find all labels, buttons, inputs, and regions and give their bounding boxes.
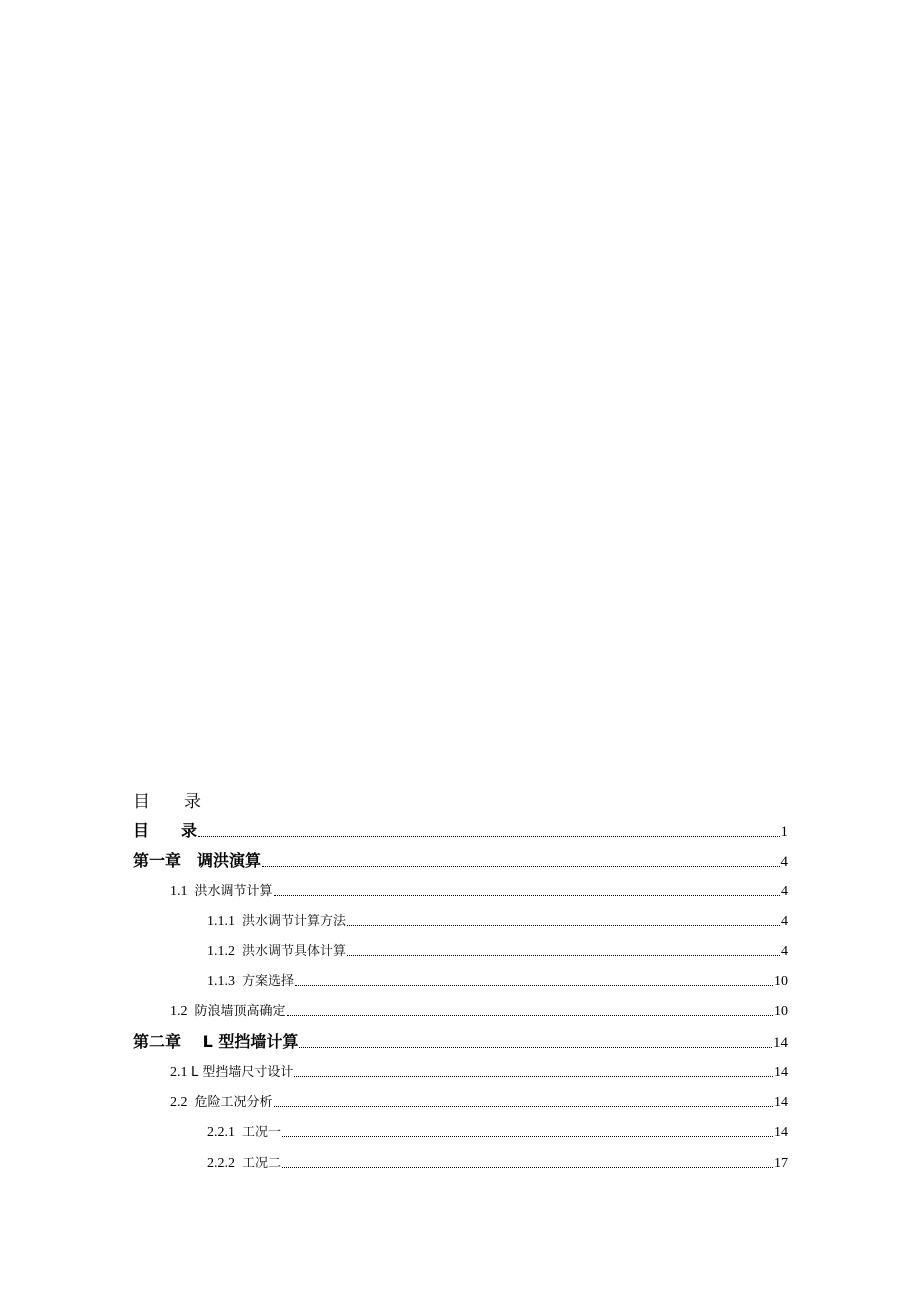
toc-entry-page: 14 [773, 1035, 788, 1051]
toc-entry-title: L 型挡墙尺寸设计 [191, 1065, 294, 1080]
toc-entry[interactable] [170, 880, 788, 900]
toc-entry-title: 工况一 [242, 1125, 282, 1140]
dot-leader [295, 985, 773, 986]
dot-leader [294, 1076, 773, 1077]
toc-entry-title: 洪水调节计算方法 [242, 914, 347, 929]
toc-entry-page: 4 [781, 944, 788, 959]
dot-leader [347, 925, 780, 926]
toc-entry-number: 1.1 [170, 884, 195, 899]
toc-entry[interactable] [170, 1061, 788, 1081]
toc-entry-number: 1.1.3 [207, 974, 242, 989]
toc-entry-page: 10 [774, 1004, 788, 1019]
toc-entry-number: 1.1.1 [207, 914, 242, 929]
toc-entry-page: 14 [774, 1095, 788, 1110]
dot-leader [282, 1167, 773, 1168]
toc-heading: 目 录 [133, 792, 201, 812]
toc-entry[interactable] [207, 970, 788, 990]
dot-leader [287, 1015, 773, 1016]
toc-entry[interactable] [207, 1121, 788, 1141]
dot-leader [282, 1136, 773, 1137]
toc-entry-page: 4 [781, 914, 788, 929]
toc-entry[interactable] [170, 1091, 788, 1111]
dot-leader [274, 895, 780, 896]
toc-entry-title: 洪水调节具体计算 [242, 944, 347, 959]
toc-entry[interactable] [133, 848, 788, 871]
toc-entry-page: 4 [780, 854, 788, 870]
toc-entry-title: 洪水调节计算 [194, 884, 273, 899]
toc-entry[interactable] [170, 1000, 788, 1020]
toc-entry-title: 第一章 调洪演算 [133, 851, 262, 870]
toc-entry[interactable] [133, 1029, 788, 1052]
dot-leader [198, 836, 779, 837]
toc-entry-number: 2.2.2 [207, 1156, 242, 1171]
toc-entry-number: 2.2 [170, 1095, 195, 1110]
toc-entry-title: 第二章 L 型挡墙计算 [133, 1032, 299, 1051]
toc-entry-number: 1.2 [170, 1004, 195, 1019]
toc-entry[interactable] [133, 818, 788, 841]
toc-entry-number: 2.1 [170, 1065, 191, 1080]
toc-entry-title: 目 录 [133, 821, 198, 840]
toc-entry-title: 方案选择 [242, 974, 295, 989]
toc-entry-number: 1.1.2 [207, 944, 242, 959]
toc-entry-page: 14 [774, 1065, 788, 1080]
dot-leader [347, 955, 780, 956]
toc-entry-page: 1 [780, 824, 788, 840]
toc-entry-title: 防浪墙顶高确定 [194, 1004, 286, 1019]
toc-entry-title: 危险工况分析 [194, 1095, 273, 1110]
toc-entry-page: 17 [774, 1156, 788, 1171]
toc-entry[interactable] [207, 940, 788, 960]
dot-leader [274, 1106, 773, 1107]
toc-entry-number: 2.2.1 [207, 1125, 242, 1140]
toc-entry-page: 4 [781, 884, 788, 899]
dot-leader [299, 1047, 772, 1048]
toc-entry-page: 10 [774, 974, 788, 989]
dot-leader [262, 866, 779, 867]
toc-entry[interactable] [207, 910, 788, 930]
toc-entry[interactable] [207, 1152, 788, 1172]
toc-entry-title: 工况二 [242, 1156, 282, 1171]
toc-entry-page: 14 [774, 1125, 788, 1140]
